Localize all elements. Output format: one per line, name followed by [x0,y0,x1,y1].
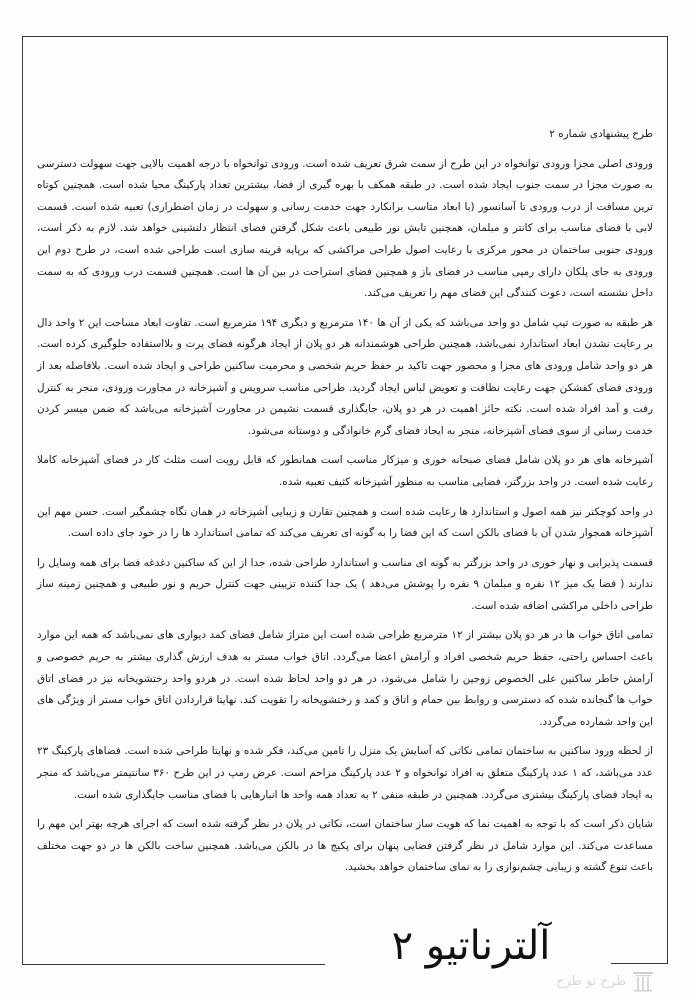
document-heading: طرح پیشنهادی شماره ۲ [549,128,653,140]
column-logo-icon [632,970,654,992]
paragraph-bedrooms: تمامی اتاق خواب ها در هر دو پلان بیشتر از ۱۲ مترمربع طراحی شده است این متراژ شامل فضای کمد دیواری های نمی‌باشد که همه این موارد باعث احساس راحتی، حفظ حریم شخصی افراد و آرامش اعضا می‌گردد. اتاق خواب مستر به هدف ارزش گذاری بیشتر به حریم خصوصی و آرامش خاطر ساکنین علی الخصوص زوجین را شامل می‌شود، در هر دو واحد لحاظ شده است. در هردو واحد رختشویخانه نیز در فضای اتاق خواب ها گنجانده شده که دسترسی و روابط بین حمام و اتاق و کمد و رختشویخانه را تقویت کند. نهایتا قراردادن اتاق خواب مستر از ویژگی های این واحد شمارده می‌گردد. [37,629,653,728]
page-frame-left-border [22,36,23,965]
alternative-title: آلترناتیو ۲ [391,923,551,969]
page-frame-bottom-left-border [22,964,325,965]
document-body [37,124,653,887]
paragraph-small-unit: در واحد کوچکتر نیز همه اصول و استاندارد ها رعایت شده است و همچنین تقارن و زیبایی آشپزخانه در همان نگاه چشمگیر است. حسن مهم این آشپزخانه همجوار شدن آن با فضای بالکن است که این فضا را به گونه ای تعریف می‌کند که تمامی استاندارد ها را در خود جای داده است. [37,505,653,540]
paragraph-facade: شایان ذکر است که با توجه به اهمیت نما که هویت ساز ساختمان است، نکاتی در پلان در نظر گرفته شده است که اجرای هرچه بهتر این مهم را مساعدت می‌کند. این موارد شامل در نظر گرفتن فضایی پنهان برای پکیج ها در بالکن می‌باشد. همچنین ساخت بالکن ها در دو جهت مختلف باعث تنوع گشته و زیبایی چشم‌نوازی را به نمای ساختمان خواهد بخشید. [37,818,653,874]
page-frame-right-border [667,36,668,964]
page-frame-bottom-right-border [611,963,668,964]
watermark [556,968,654,994]
paragraph-reception-dining: قسمت پذیرایی و نهار خوری در واحد بزرگتر به گونه ای مناسب و استاندارد طراحی شده، جدا از این که ساکنین دغدغه فضا برای همه وسایل را ندارند ( فضا یک میز ۱۲ نفره و مبلمان ۹ نفره را پوشش می‌دهد ) یک جدا کننده تزیینی جهت کنترل حریم و نور طبیعی و همچنین زمینه ساز طراحی داخلی مراکشی اضافه شده است. [37,556,654,612]
paragraph-typical-floor: هر طبقه به صورت تیپ شامل دو واحد می‌باشد که یکی از آن ها ۱۴۰ مترمربع و دیگری ۱۹۴ مترمربع است. تفاوت ابعاد مساحت این ۲ واحد دال بر رعایت نشدن ابعاد استاندارد نمی‌باشد، همچنین طراحی هوشمندانه هر دو پلان از ایجاد هرگونه فضای پرت و بلااستفاده جلوگیری کرده است. هر دو واحد شامل ورودی های مجزا و محصور جهت تاکید بر حفظ حریم شخصی و محرمیت ساکنین طراحی و ایجاد شده است. بلافاصله بعد از ورودی فضای کفشکن جهت رعایت نظافت و تعویض لباس ایجاد گردید. طراحی مناسب سرویس و آشپزخانه در مجاورت ورودی، منجر به کنترل رفت و آمد افراد شده است. نکته حائز اهمیت در هر دو پلان، جایگذاری قسمت نشیمن در مجاورت آشپزخانه می‌باشد که ضمن میسر کردن خدمت رسانی از سوی فضای آشپزخانه، منجر به ایجاد فضای گرم خانوادگی و دوستانه می‌شود. [37,316,654,437]
paragraph-kitchens: آشپزخانه های هر دو پلان شامل فضای صبحانه خوری و میزکار مناسب است همانطور که قابل رویت است مثلث کار در فضای آشپزخانه کاملا رعایت شده است. در واحد بزرگتر، فضایی مناسب به منظور آشپزخانه کثیف تعبیه شده. [37,454,653,488]
paragraph-parking: از لحظه ورود ساکنین به ساختمان تمامی نکاتی که آسایش یک منزل را تامین می‌کند، فکر شده و نهایتا طراحی شده است. فضاهای پارکینگ ۲۳ عدد می‌باشد، که ۱ عدد پارکینگ متعلق به افراد توانخواه و ۲ عدد پارکینگ مزاحم است. عرض رمپ در این طرح ۳۶۰ سانتیمتر می‌باشد که منجر به ایجاد فضای پارکینگ بیشتری می‌گردد. همچنین در طبقه منفی ۲ به تعداد همه واحد ها انبارهایی با فضای مناسب جایگذاری شده است. [37,745,653,801]
paragraph-entrance: ورودی اصلی مجزا ورودی توانخواه در این طرح از سمت شرق تعریف شده است. ورودی توانخواه با درجه اهمیت بالایی جهت سهولت دسترسی به صورت مجزا در سمت جنوب ایجاد شده است. در طبقه همکف با بهره گیری از فضا، بیشترین تعداد پارکینگ محیا شده است. همچنین کوتاه ترین مسافت از درب ورودی تا آسانسور (با ابعاد متاسب برانکارد جهت خدمت رسانی و سهولت در زمان اضطراری) تعبیه شده است. قسمت لابی با فضای مناسب برای کانتر و مبلمان، همچنین تابش نور طبیعی باعث شکل گرفتن فضای انتظار دلنشینی خواهد شد. لازم به ذکر است، ورودی جنوبی ساختمان در محور مرکزی با رعایت اصول طراحی مراکشی که برپایه قرینه سازی است طراحی شده است، در طرح دوم این ورودی به جای پلکان دارای رمپی مناسب در فضای باز و همچنین فضای استراحت در بین آن ها است. همچنین قسمت درب ورودی که به سمت داخل نشسته است، دعوت کنندگی این فضای مهم را تعریف می‌کند. [37,157,653,300]
page-frame-top-border [22,36,668,37]
watermark-text: طرح تو طرح [556,973,627,989]
